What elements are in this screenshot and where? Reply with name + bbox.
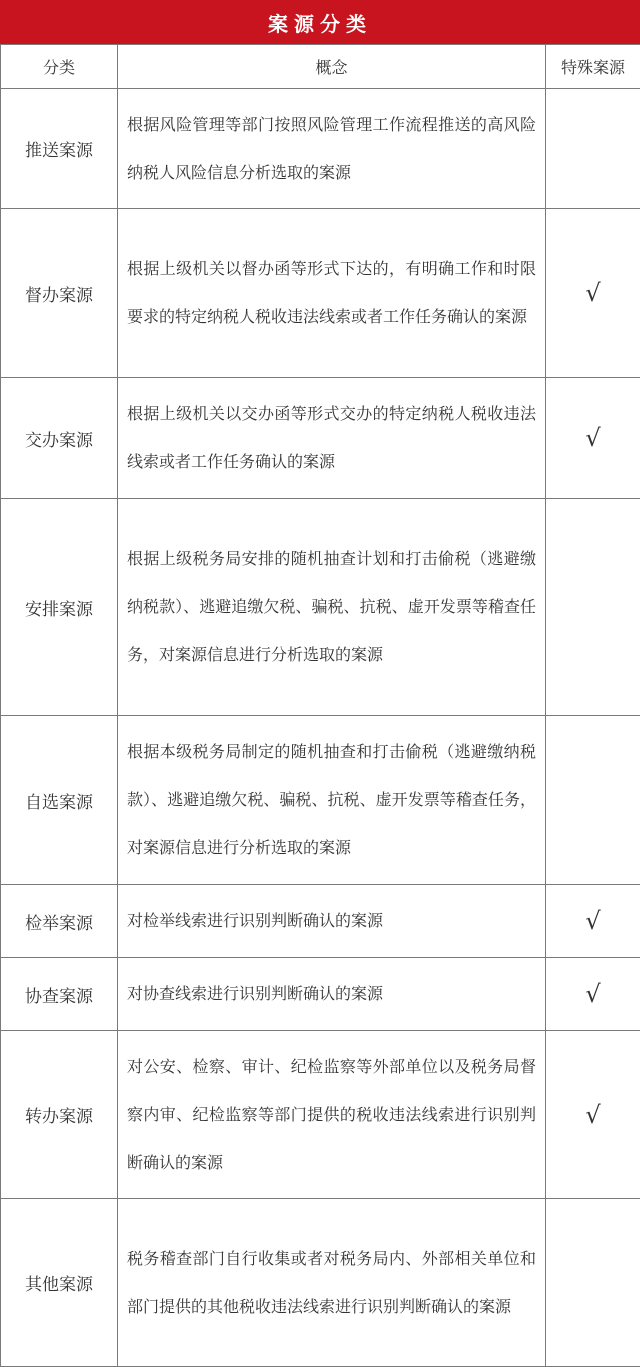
table-header-row [1,45,640,89]
concept-cell: 根据风险管理等部门按照风险管理工作流程推送的高风险纳税人风险信息分析选取的案源 [118,89,546,209]
special-mark-cell: √ [546,209,640,378]
table-title: 案源分类 [0,0,640,44]
special-mark-cell [546,89,640,209]
special-mark-cell: √ [546,378,640,499]
category-cell: 协查案源 [1,958,118,1031]
concept-cell: 对公安、检察、审计、纪检监察等外部单位以及税务局督察内审、纪检监察等部门提供的税收违法线索进行识别判断确认的案源 [118,1031,546,1199]
special-mark-cell: √ [546,885,640,958]
category-cell: 安排案源 [1,499,118,716]
header-concept: 概念 [118,45,546,89]
concept-cell: 根据上级机关以督办函等形式下达的，有明确工作和时限要求的特定纳税人税收违法线索或者工作任务确认的案源 [118,209,546,378]
header-category: 分类 [1,45,118,89]
concept-cell: 根据上级机关以交办函等形式交办的特定纳税人税收违法线索或者工作任务确认的案源 [118,378,546,499]
table-row [1,716,640,885]
table-row [1,1199,640,1367]
category-cell: 交办案源 [1,378,118,499]
table-row [1,1031,640,1199]
concept-cell: 对协查线索进行识别判断确认的案源 [118,958,546,1031]
header-special: 特殊案源 [546,45,640,89]
special-mark-cell: √ [546,1031,640,1199]
category-cell: 检举案源 [1,885,118,958]
concept-cell: 根据上级税务局安排的随机抽查计划和打击偷税（逃避缴纳税款）、逃避追缴欠税、骗税、抗税、虚开发票等稽查任务，对案源信息进行分析选取的案源 [118,499,546,716]
special-mark-cell [546,499,640,716]
special-mark-cell: √ [546,958,640,1031]
special-mark-cell [546,716,640,885]
concept-cell: 根据本级税务局制定的随机抽查和打击偷税（逃避缴纳税款）、逃避追缴欠税、骗税、抗税、虚开发票等稽查任务，对案源信息进行分析选取的案源 [118,716,546,885]
category-cell: 转办案源 [1,1031,118,1199]
table-row [1,378,640,499]
category-cell: 其他案源 [1,1199,118,1367]
category-cell: 推送案源 [1,89,118,209]
concept-cell: 税务稽查部门自行收集或者对税务局内、外部相关单位和部门提供的其他税收违法线索进行识别判断确认的案源 [118,1199,546,1367]
table-row [1,89,640,209]
table-row [1,499,640,716]
classification-table [0,44,640,1367]
category-cell: 督办案源 [1,209,118,378]
table-row [1,209,640,378]
special-mark-cell [546,1199,640,1367]
category-cell: 自选案源 [1,716,118,885]
table-row [1,958,640,1031]
table-row [1,885,640,958]
concept-cell: 对检举线索进行识别判断确认的案源 [118,885,546,958]
